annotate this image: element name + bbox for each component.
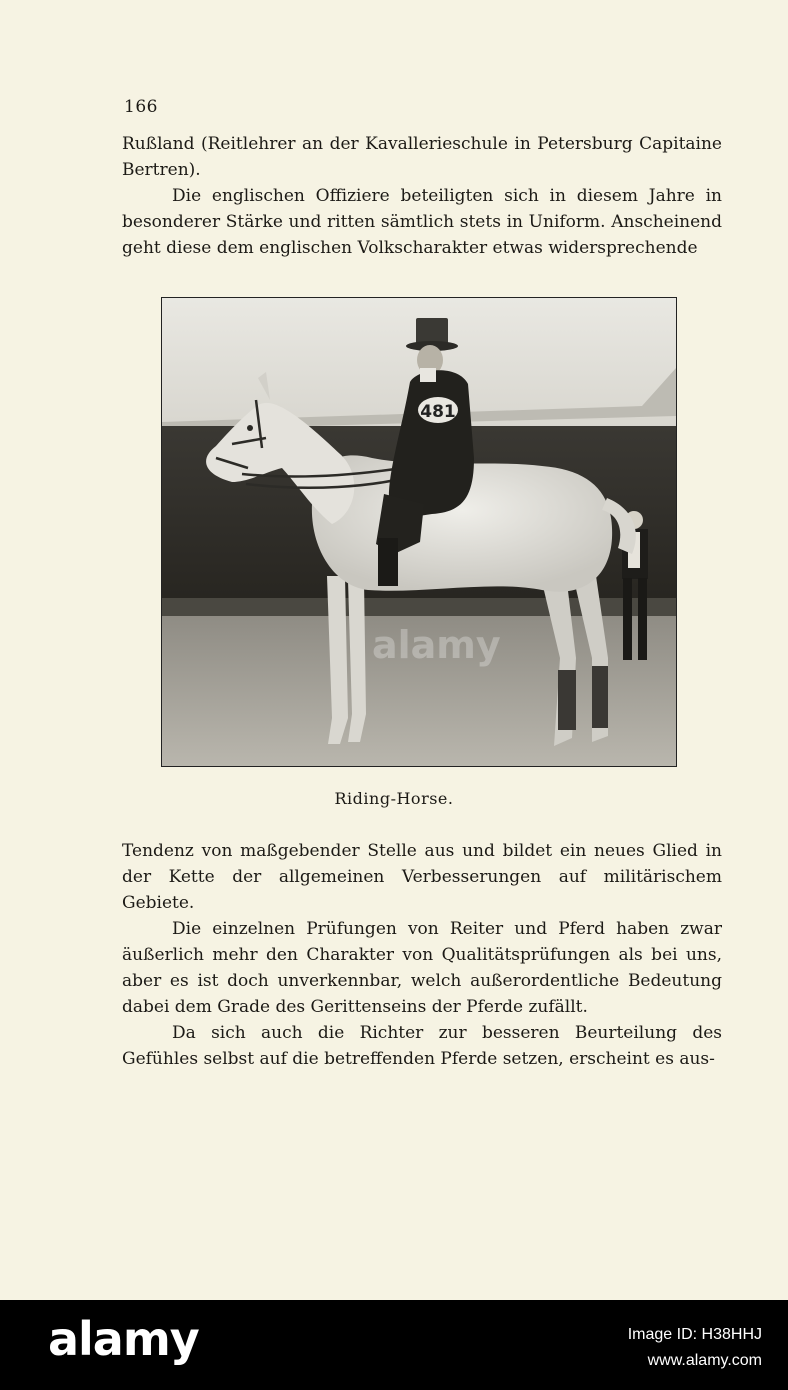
- alamy-logo: alamy: [48, 1312, 199, 1366]
- paragraph: Die englischen Offiziere beteiligten sich in diesem Jahre in besonderer Stärke und ritten sämtlich stets in Uniform. Anscheinend geht diese dem englischen Volkscharakter etwas widersprechende: [122, 186, 722, 258]
- text-block-top: [122, 131, 722, 261]
- figure-photo: [161, 297, 677, 767]
- page-number: 166: [124, 97, 158, 117]
- photo-watermark: alamy: [372, 623, 501, 667]
- paragraph: Die einzelnen Prüfungen von Reiter und Pferd haben zwar äußerlich mehr den Charakter von Qualitätsprüfungen als bei uns, aber es ist doch unverkennbar, welch außerordentliche Bedeutung dabei dem Grade des Gerittenseins der Pferde zufällt.: [122, 919, 722, 1017]
- paragraph: Rußland (Reitlehrer an der Kavallerieschule in Petersburg Capitaine Bertren).: [122, 134, 722, 180]
- image-id: Image ID: H38HHJ: [627, 1326, 762, 1343]
- text-block-bottom: [122, 838, 722, 1072]
- horse-rider-illustration: [162, 298, 676, 766]
- figure-caption: Riding-Horse.: [334, 789, 454, 808]
- paragraph: Tendenz von maßgebender Stelle aus und bildet ein neues Glied in der Kette der allgemeinen Verbesserungen auf militärischem Gebiete.: [122, 841, 722, 913]
- image-info: [628, 1322, 762, 1374]
- rider-number: 481: [420, 402, 456, 422]
- stock-footer-bar: [0, 1300, 788, 1390]
- paragraph: Da sich auch die Richter zur besseren Beurteilung des Gefühles selbst auf die betreffenden Pferde setzen, erscheint es aus-: [122, 1023, 722, 1069]
- site-url: www.alamy.com: [647, 1352, 762, 1369]
